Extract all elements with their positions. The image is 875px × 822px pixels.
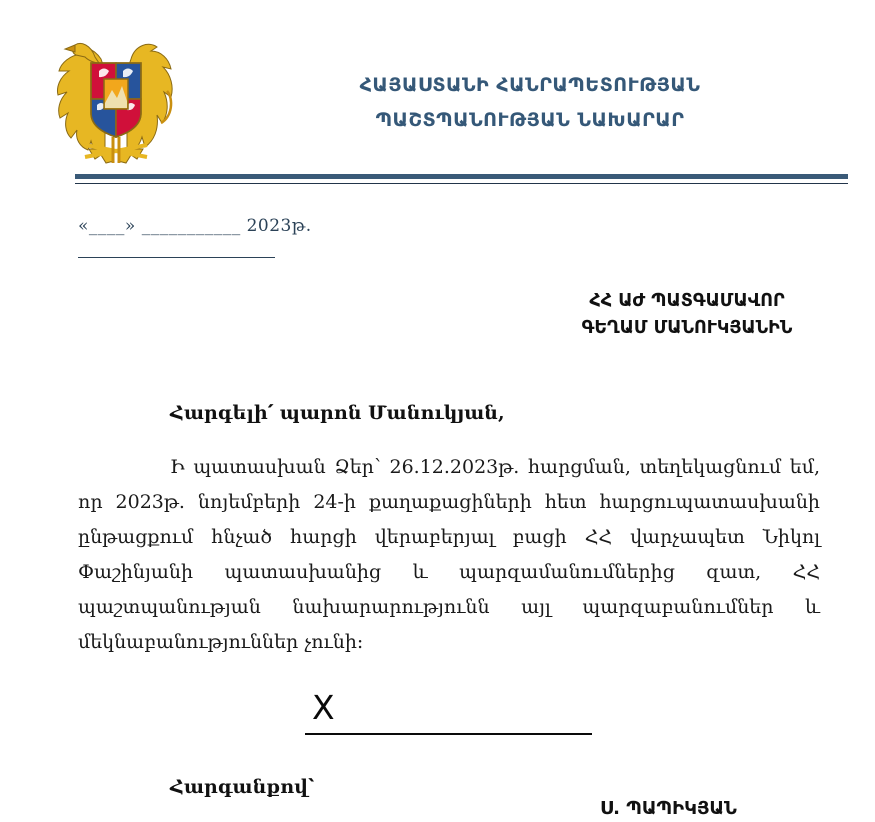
- signature-line: [305, 733, 592, 735]
- addressee-name: ԳԵՂԱՄ ՄԱՆՈՒԿՅԱՆԻՆ: [581, 318, 793, 338]
- addressee-position: ՀՀ ԱԺ ՊԱՏԳԱՄԱՎՈՐ: [589, 291, 785, 311]
- letter-body: Ի պատասխան Ձեր՝ 26.12.2023թ. հարցման, տեղեկացնում եմ, որ 2023թ. նոյեմբերի 24-ի քաղաքացիների հետ հարցուպատասխանի ընթացքում հնչած հարցի վերաբերյալ բացի ՀՀ վարչապետ Նիկոլ Փաշինյանի պատասխանից և պարզամանումներից զատ, ՀՀ պաշտպանության նախարարությունն այլ պարզաբանումներ և մեկնաբանություններ չունի:: [78, 456, 820, 653]
- addressee-block: [531, 288, 843, 342]
- armenia-coat-of-arms-icon: [55, 36, 177, 170]
- closing-phrase: Հարգանքով՝: [170, 776, 315, 798]
- date-blank-line: «____» ___________ 2023թ.: [78, 216, 312, 236]
- ministry-title-line2: ՊԱՇՏՊԱՆՈՒԹՅԱՆ ՆԱԽԱՐԱՐ: [375, 109, 685, 131]
- signer-name: Ս. ՊԱՊԻԿՅԱՆ: [600, 798, 737, 819]
- header-rule-thin: [75, 183, 848, 184]
- signature-x-mark[interactable]: X: [312, 688, 335, 727]
- reference-number-line: [78, 257, 275, 258]
- ministry-title: [210, 68, 850, 138]
- ministry-title-line1: ՀԱՅԱՍՏԱՆԻ ՀԱՆՐԱՊԵՏՈՒԹՅԱՆ: [359, 74, 701, 96]
- header-rule-thick: [75, 174, 848, 179]
- salutation: Հարգելի՛ պարոն Մանուկյան,: [170, 402, 505, 424]
